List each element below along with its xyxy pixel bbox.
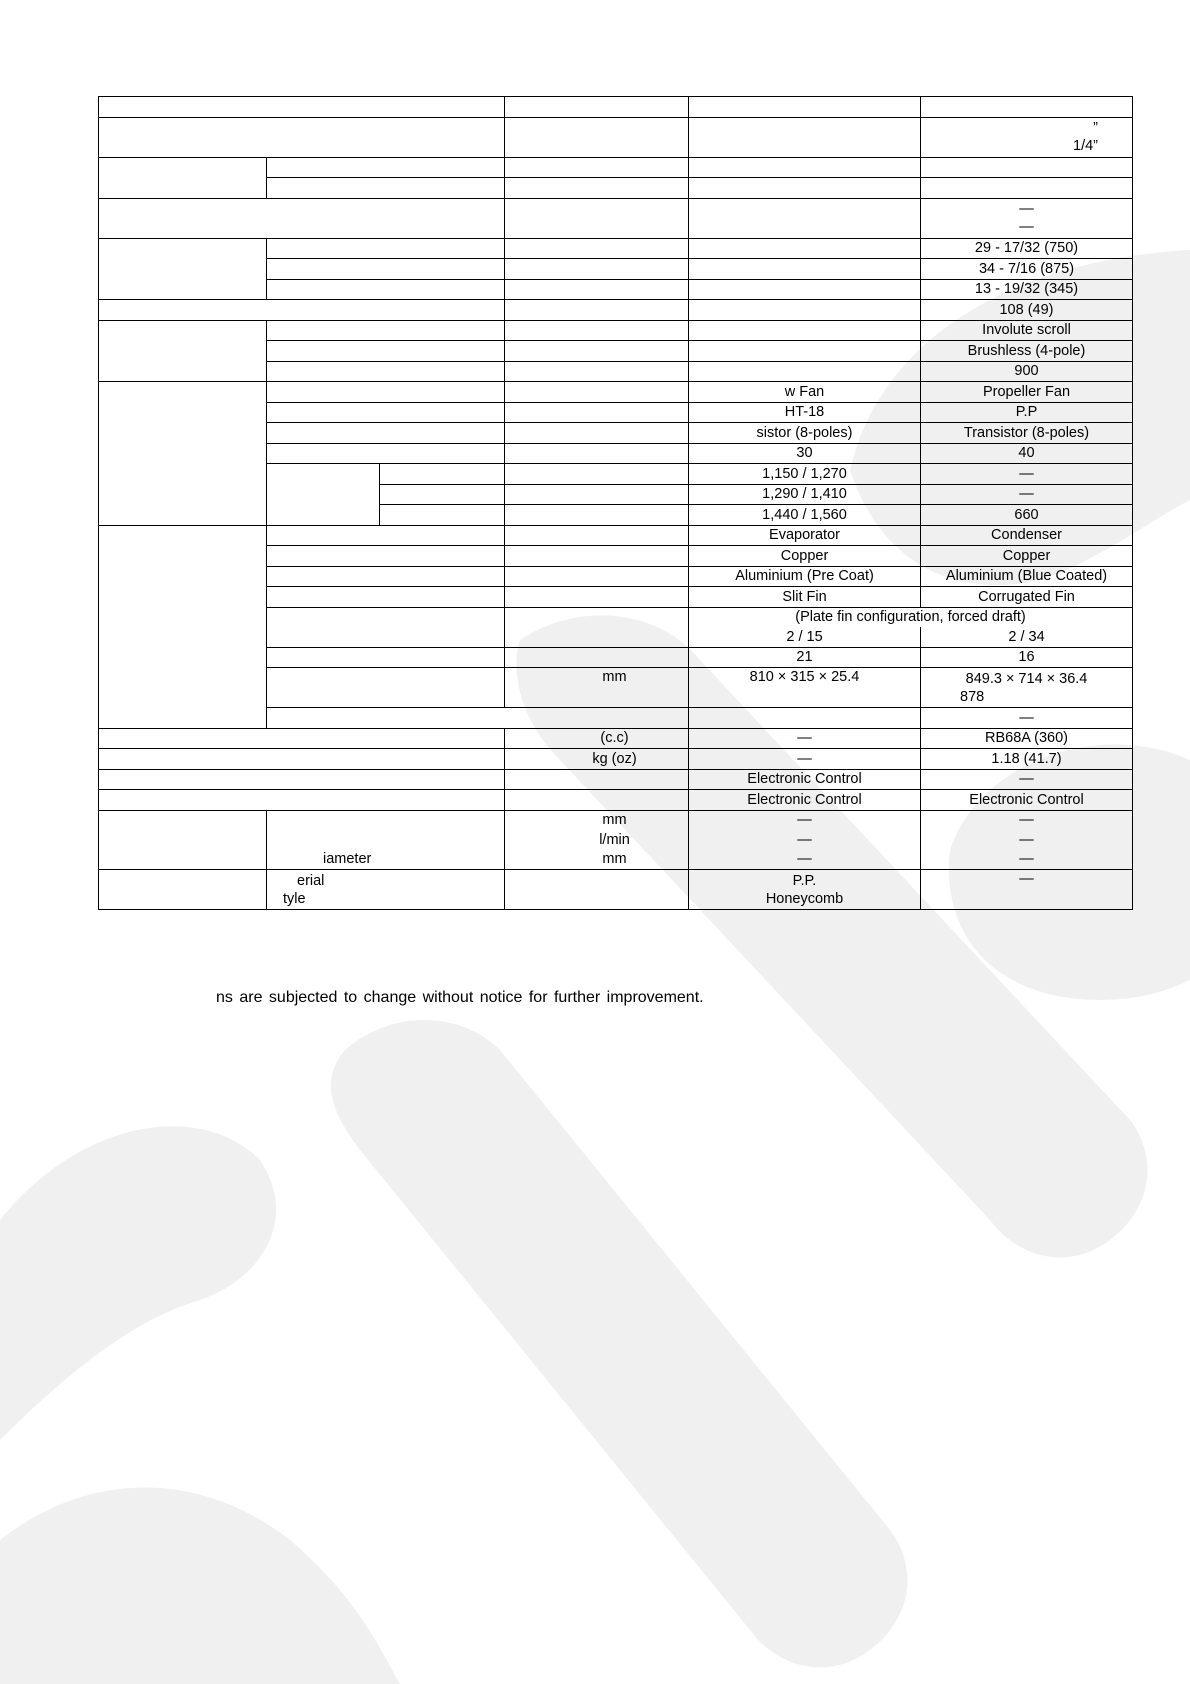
- indoor-cell: Copper: [689, 546, 921, 567]
- indoor-cell: —: [689, 830, 921, 850]
- indoor-cell: 30: [689, 443, 921, 464]
- indoor-cell: [689, 157, 921, 178]
- outdoor-cell: P.P: [921, 402, 1133, 423]
- unit-cell: mm: [505, 810, 689, 830]
- outdoor-cell: Electronic Control: [921, 790, 1133, 811]
- table-row: [99, 238, 1133, 259]
- outdoor-cell-line: 849.3 × 714 × 36.4: [965, 670, 1088, 687]
- unit-cell: (c.c): [505, 728, 689, 749]
- outdoor-cell: [921, 198, 1133, 238]
- indoor-cell: Evaporator: [689, 525, 921, 546]
- indoor-cell: Aluminium (Pre Coat): [689, 566, 921, 587]
- table-row: [99, 157, 1133, 178]
- table-row: [99, 870, 1133, 910]
- outdoor-cell: 900: [921, 361, 1133, 382]
- indoor-cell: 810 × 315 × 25.4: [689, 668, 921, 708]
- indoor-cell: 1,290 / 1,410: [689, 484, 921, 505]
- outdoor-cell: —: [921, 464, 1133, 485]
- row-label: [267, 870, 505, 910]
- outdoor-cell: [921, 97, 1133, 118]
- table-row: [99, 320, 1133, 341]
- outdoor-cell-line: —: [1019, 219, 1034, 235]
- outdoor-cell: 40: [921, 443, 1133, 464]
- outdoor-cell: Involute scroll: [921, 320, 1133, 341]
- indoor-cell: sistor (8-poles): [689, 423, 921, 444]
- indoor-cell: —: [689, 749, 921, 770]
- outdoor-cell-line: —: [1019, 201, 1034, 217]
- outdoor-cell: —: [921, 810, 1133, 830]
- outdoor-cell: Aluminium (Blue Coated): [921, 566, 1133, 587]
- table-row: [99, 790, 1133, 811]
- row-label-line: erial: [297, 872, 325, 889]
- outdoor-cell: RB68A (360): [921, 728, 1133, 749]
- table-row: [99, 749, 1133, 770]
- indoor-cell: —: [689, 850, 921, 870]
- table-row: [99, 117, 1133, 157]
- unit-cell: l/min: [505, 830, 689, 850]
- outdoor-cell: 1.18 (41.7): [921, 749, 1133, 770]
- table-row: [99, 728, 1133, 749]
- outdoor-cell: Brushless (4-pole): [921, 341, 1133, 362]
- outdoor-cell: Copper: [921, 546, 1133, 567]
- outdoor-cell: [921, 178, 1133, 199]
- indoor-cell: 2 / 15: [689, 627, 921, 647]
- row-label: [267, 810, 505, 830]
- indoor-cell: Slit Fin: [689, 587, 921, 608]
- table-row: [99, 769, 1133, 790]
- indoor-cell: [689, 97, 921, 118]
- outdoor-cell: 29 - 17/32 (750): [921, 238, 1133, 259]
- indoor-cell: HT-18: [689, 402, 921, 423]
- outdoor-cell: —: [921, 830, 1133, 850]
- table-row: [99, 97, 1133, 118]
- unit-cell: mm: [505, 668, 689, 708]
- outdoor-cell: Transistor (8-poles): [921, 423, 1133, 444]
- indoor-cell: —: [689, 810, 921, 830]
- outdoor-cell: 108 (49): [921, 300, 1133, 321]
- unit-cell: kg (oz): [505, 749, 689, 770]
- outdoor-cell-line: ”: [1093, 120, 1098, 136]
- table-row: [99, 810, 1133, 830]
- outdoor-cell: 2 / 34: [921, 627, 1133, 647]
- outdoor-cell: 16: [921, 647, 1133, 668]
- row-label-line: tyle: [283, 890, 306, 907]
- outdoor-cell: —: [921, 870, 1133, 910]
- outdoor-cell: [921, 668, 1133, 708]
- indoor-cell: —: [921, 708, 1133, 729]
- indoor-cell: w Fan: [689, 382, 921, 403]
- indoor-cell: 1,150 / 1,270: [689, 464, 921, 485]
- outdoor-cell: Corrugated Fin: [921, 587, 1133, 608]
- outdoor-cell: —: [921, 769, 1133, 790]
- heat-exchanger-type-cell: (Plate fin configuration, forced draft): [689, 607, 1133, 627]
- table-row: [99, 198, 1133, 238]
- indoor-cell: Electronic Control: [689, 790, 921, 811]
- outdoor-cell: 660: [921, 505, 1133, 526]
- outdoor-cell: 34 - 7/16 (875): [921, 259, 1133, 280]
- indoor-cell-line: Honeycomb: [765, 890, 844, 907]
- outdoor-cell: —: [921, 484, 1133, 505]
- table-row: [99, 300, 1133, 321]
- indoor-cell-line: P.P.: [792, 872, 817, 889]
- outdoor-cell: [921, 157, 1133, 178]
- row-label: iameter: [267, 850, 505, 870]
- outdoor-cell: Propeller Fan: [921, 382, 1133, 403]
- outdoor-cell: Condenser: [921, 525, 1133, 546]
- unit-cell: mm: [505, 850, 689, 870]
- row-label: [267, 830, 505, 850]
- specification-table: [98, 96, 1133, 910]
- outdoor-cell: 13 - 19/32 (345): [921, 279, 1133, 300]
- indoor-cell: [689, 178, 921, 199]
- indoor-cell: —: [689, 728, 921, 749]
- footnote: ns are subjected to change without notice for further improvement.: [216, 989, 704, 1006]
- indoor-cell: Electronic Control: [689, 769, 921, 790]
- outdoor-cell: —: [921, 850, 1133, 870]
- indoor-cell: 21: [689, 647, 921, 668]
- indoor-cell: 1,440 / 1,560: [689, 505, 921, 526]
- outdoor-cell: [921, 117, 1133, 157]
- outdoor-cell-line: 1/4”: [1073, 138, 1098, 154]
- indoor-cell: [689, 870, 921, 910]
- table-row: [99, 525, 1133, 546]
- table-row: [99, 382, 1133, 403]
- outdoor-cell-line: 878: [960, 688, 985, 705]
